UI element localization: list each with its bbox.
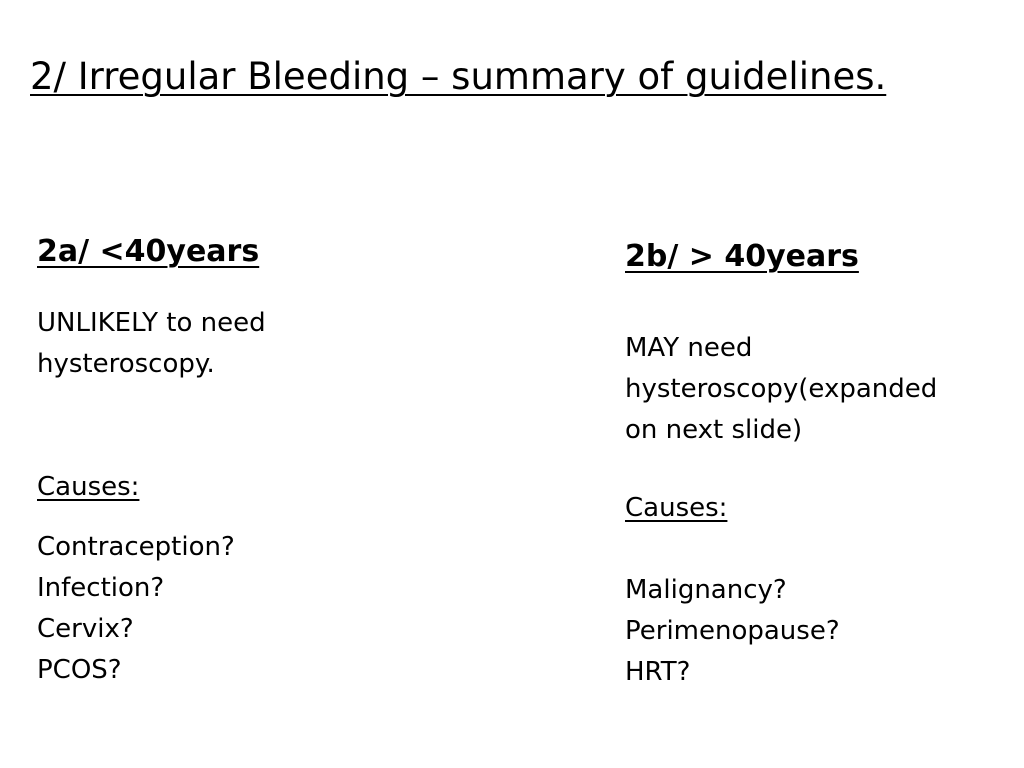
- cause-item: Perimenopause?: [625, 616, 840, 646]
- causes-list-under-40: [37, 527, 367, 691]
- causes-label-over-40: Causes:: [625, 493, 728, 523]
- statement-line: hysteroscopy(expanded: [625, 374, 938, 404]
- statement-over-40: [625, 328, 1005, 451]
- cause-item: HRT?: [625, 657, 691, 687]
- slide-title: 2/ Irregular Bleeding – summary of guidelines.: [30, 55, 887, 98]
- column-heading-under-40: 2a/ <40years: [37, 234, 260, 269]
- cause-item: Infection?: [37, 573, 165, 603]
- statement-line: hysteroscopy.: [37, 349, 215, 379]
- column-under-40: [37, 232, 367, 691]
- statement-line: MAY need: [625, 333, 753, 363]
- cause-item: Malignancy?: [625, 575, 787, 605]
- column-over-40: [625, 237, 1005, 693]
- causes-list-over-40: [625, 570, 1005, 693]
- causes-label-under-40: Causes:: [37, 472, 140, 502]
- cause-item: Cervix?: [37, 614, 134, 644]
- causes-label-wrap-under-40: [37, 467, 367, 508]
- statement-line: on next slide): [625, 415, 803, 445]
- causes-label-wrap-over-40: [625, 488, 1005, 529]
- cause-item: PCOS?: [37, 655, 122, 685]
- statement-line: UNLIKELY to need: [37, 308, 266, 338]
- statement-under-40: [37, 303, 367, 385]
- column-heading-over-40: 2b/ > 40years: [625, 239, 859, 274]
- cause-item: Contraception?: [37, 532, 235, 562]
